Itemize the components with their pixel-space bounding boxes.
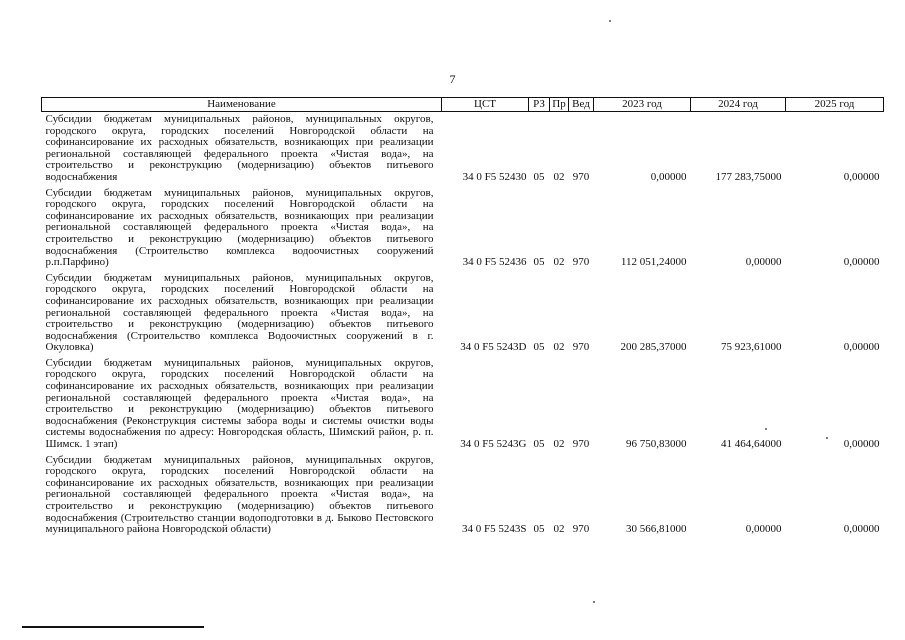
header-2023: 2023 год: [594, 98, 691, 112]
header-2024: 2024 год: [691, 98, 786, 112]
row-name: Субсидии бюджетам муниципальных районов, муниципальных округов, городского округа, городских поселений Новгородской области на софинансирование их расходных обязательств, возникающих при реализации региональной составляющей федерального проекта «Чистая вода», на строительство и реконструкцию (модернизацию) объектов питьевого водоснабжения (Строительство комплекса Водоочистных сооружений в г. Окуловка): [45, 271, 434, 354]
header-pr: Пр: [550, 98, 569, 112]
bottom-rule: [22, 626, 204, 628]
table-row: [42, 112, 884, 186]
header-name: Наименование: [42, 98, 442, 112]
row-pr: 02: [553, 256, 565, 269]
row-name: Субсидии бюджетам муниципальных районов, муниципальных округов, городского округа, городских поселений Новгородской области на софинансирование их расходных обязательств, возникающих при реализации региональной составляющей федерального проекта «Чистая вода», на строительство и реконструкцию (модернизацию) объектов питьевого водоснабжения: [45, 113, 434, 183]
header-ved: Вед: [569, 98, 594, 112]
row-2024: 75 923,61000: [721, 341, 782, 354]
row-rz: 05: [533, 523, 545, 536]
row-pr: 02: [553, 523, 565, 536]
row-rz: 05: [533, 170, 545, 183]
row-pr: 02: [553, 170, 565, 183]
table-header-row: [42, 98, 884, 112]
row-ved: 970: [572, 170, 590, 183]
table-row: [42, 271, 884, 356]
table-row: [42, 186, 884, 271]
row-name: Субсидии бюджетам муниципальных районов, муниципальных округов, городского округа, городских поселений Новгородской области на софинансирование их расходных обязательств, возникающих при реализации региональной составляющей федерального проекта «Чистая вода», на строительство и реконструкцию (модернизацию) объектов питьевого водоснабжения (Строительство станции водоподготовки в д. Быково Пестовского муниципального района Новгородской области): [45, 453, 434, 536]
table-row: [42, 453, 884, 538]
row-ved: 970: [572, 341, 590, 354]
row-ved: 970: [572, 438, 590, 451]
row-ved: 970: [572, 523, 590, 536]
table-row: [42, 356, 884, 453]
row-2025: 0,00000: [843, 170, 880, 183]
row-rz: 05: [533, 341, 545, 354]
row-2024: 41 464,64000: [721, 438, 782, 451]
row-pr: 02: [553, 341, 565, 354]
row-rz: 05: [533, 256, 545, 269]
row-2023: 112 051,24000: [620, 256, 687, 269]
scan-speck: [765, 428, 767, 430]
row-rz: 05: [533, 438, 545, 451]
row-2023: 96 750,83000: [626, 438, 687, 451]
row-2025: 0,00000: [843, 341, 880, 354]
row-2025: 0,00000: [843, 523, 880, 536]
row-2024: 0,00000: [745, 256, 782, 269]
header-2025: 2025 год: [786, 98, 884, 112]
scan-speck: [593, 601, 595, 603]
scan-speck: [609, 20, 611, 22]
row-csr: 34 0 F5 52436: [462, 256, 527, 269]
row-pr: 02: [553, 438, 565, 451]
row-2025: 0,00000: [843, 256, 880, 269]
row-ved: 970: [572, 256, 590, 269]
header-csr: ЦСТ: [442, 98, 529, 112]
header-rz: РЗ: [529, 98, 550, 112]
row-csr: 34 0 F5 5243G: [460, 438, 527, 451]
row-csr: 34 0 F5 5243S: [462, 523, 527, 536]
scan-speck: [826, 437, 828, 439]
row-2023: 30 566,81000: [626, 523, 687, 536]
row-csr: 34 0 F5 52430: [462, 170, 527, 183]
row-2024: 0,00000: [745, 523, 782, 536]
row-name: Субсидии бюджетам муниципальных районов, муниципальных округов, городского округа, городских поселений Новгородской области на софинансирование их расходных обязательств, возникающих при реализации региональной составляющей федерального проекта «Чистая вода», на строительство и реконструкцию (модернизацию) объектов питьевого водоснабжения (Реконструкция системы забора воды и системы очистки воды системы водоснабжения по адресу: Новгородская область, Шимский район, р. п. Шимск. 1 этап): [45, 356, 434, 451]
row-2025: 0,00000: [843, 438, 880, 451]
row-2023: 200 285,37000: [620, 341, 687, 354]
row-2024: 177 283,75000: [715, 170, 782, 183]
row-csr: 34 0 F5 5243D: [460, 341, 527, 354]
page-number: 7: [449, 72, 456, 86]
row-name: Субсидии бюджетам муниципальных районов, муниципальных округов, городского округа, городских поселений Новгородской области на софинансирование их расходных обязательств, возникающих при реализации региональной составляющей федерального проекта «Чистая вода», на строительство и реконструкцию (модернизацию) объектов питьевого водоснабжения (Строительство комплекса водоочистных сооружений р.п.Парфино): [45, 186, 434, 269]
budget-table: [41, 97, 884, 538]
row-2023: 0,00000: [650, 170, 687, 183]
